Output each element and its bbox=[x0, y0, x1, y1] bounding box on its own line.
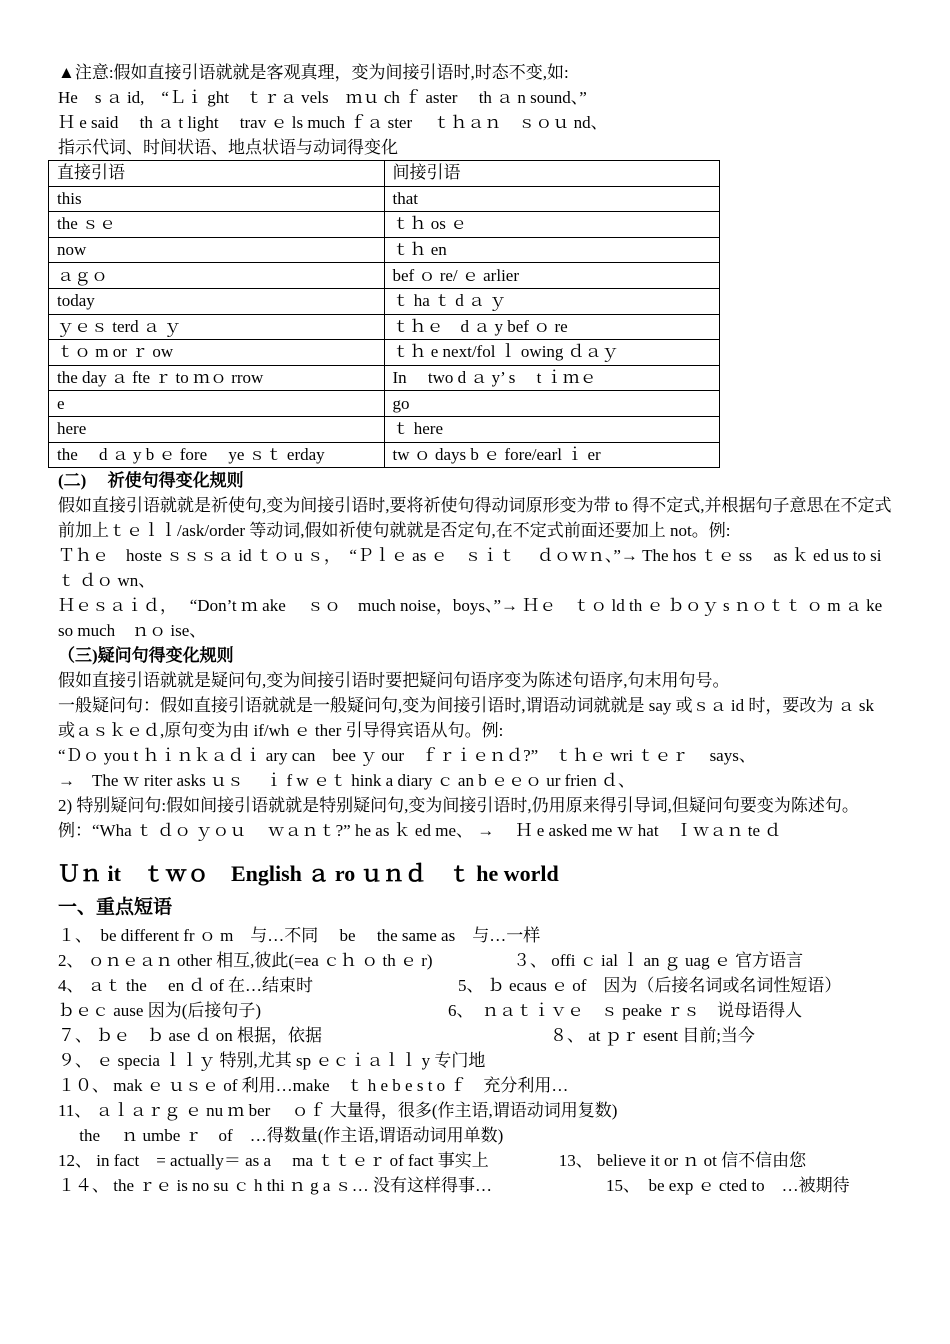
example-paragraph: Ｈｅｓａｉｄ， “Don’t ｍ ake ｓｏ much noise，boys、”→ Ｈｅ ｔｏ ld th ｅ ｂｏｙ s ｎｏｔｔ ｏ m ａ ke so much ｎｏ ise、 bbox=[58, 596, 883, 641]
table-cell: bef ｏ re/ ｅ arlier bbox=[384, 263, 720, 289]
example-line: Ｈ e said th ａ t light trav ｅ ls much ｆａ ster ｔｈａｎ ｓｏｕ nd、 bbox=[58, 113, 608, 132]
table-cell: ｔ ha ｔ d ａ ｙ bbox=[384, 288, 720, 314]
phrase-row bbox=[58, 1098, 894, 1123]
table-cell: here bbox=[49, 416, 385, 442]
note-line: ▲注意:假如直接引语就就是客观真理，变为间接引语时,时态不变,如: bbox=[58, 63, 569, 82]
phrase-left: １、 be different fr ｏ m 与…不同 be the same as 与…一样 bbox=[58, 926, 541, 946]
table-cell: ｙｅｓ terd ａ ｙ bbox=[49, 314, 385, 340]
table-row bbox=[49, 288, 720, 314]
phrase-left: 11、 ａｌａｒｇ ｅ nu ｍ ber ｏｆ 大量得，很多(作主语,谓语动词用复数) bbox=[58, 1101, 618, 1121]
section-heading: (二) 祈使句得变化规则 bbox=[58, 471, 244, 491]
phrase-row bbox=[58, 1123, 894, 1148]
header-direct: 直接引语 bbox=[49, 161, 385, 187]
conversion-table bbox=[48, 160, 720, 468]
phrase-row bbox=[58, 973, 894, 998]
table-header-row bbox=[49, 161, 720, 187]
phrase-right: ３、 offi ｃ ial ｌ an ｇ uag ｅ 官方语言 bbox=[513, 951, 804, 971]
phrase-right: ８、 at ｐｒ esent 目前;当今 bbox=[550, 1026, 755, 1046]
paragraph: 一般疑问句：假如直接引语就就是一般疑问句,变为间接引语时,谓语动词就就是 say 或ｓａ id 时，要改为 ａ sk 或ａｓｋｅｄ,原句变为由 if/wh ｅ ther 引导得宾语从句。例: bbox=[58, 696, 891, 741]
table-cell: In two d ａ y’ s t ｉｍｅ bbox=[384, 365, 720, 391]
phrases-heading: 一、重点短语 bbox=[58, 897, 173, 919]
table-row bbox=[49, 263, 720, 289]
phrase-right: 5、 ｂ ecaus ｅ of 因为（后接名词或名词性短语） bbox=[458, 976, 842, 996]
table-cell: the ｓｅ bbox=[49, 212, 385, 238]
table-cell: ｔｈ e next/fol ｌ owing ｄａｙ bbox=[384, 340, 720, 366]
table-cell: the day ａ fte ｒ to ｍｏ rrow bbox=[49, 365, 385, 391]
phrase-row bbox=[58, 1048, 894, 1073]
table-cell: ｔｈ en bbox=[384, 237, 720, 263]
example-paragraph: Ｔｈｅ hoste ｓｓｓａ id ｔｏ u ｓ， “Ｐｌｅ as ｅ ｓｉｔ ｄｏｗｎ、”→ The hos ｔｅ ss as ｋ ed us to si ｔ ｄｏ wn、 bbox=[58, 546, 882, 591]
phrase-left: １０、 mak ｅ ｕｓｅ of 利用…make ｔ h e b e s t o ｆ 充分利用… bbox=[58, 1076, 569, 1096]
table-cell: now bbox=[49, 237, 385, 263]
table-caption: 指示代词、时间状语、地点状语与动词得变化 bbox=[58, 138, 398, 157]
phrase-row bbox=[58, 998, 894, 1023]
example-line: He s ａ id, “Ｌｉ ght ｔｒａ vels ｍｕ ch ｆ aster th ａ n sound、” bbox=[58, 88, 587, 107]
phrase-list bbox=[58, 923, 894, 1198]
phrase-left: 2、 ｏｎｅａｎ other 相互,彼此(=ea ｃｈ ｏ th ｅ r) bbox=[58, 951, 433, 971]
table-row bbox=[49, 340, 720, 366]
table-cell: go bbox=[384, 391, 720, 417]
table-row bbox=[49, 237, 720, 263]
table-row bbox=[49, 314, 720, 340]
paragraph: 假如直接引语就就是祈使句,变为间接引语时,要将祈使句得动词原形变为带 to 得不定式,并根据句子意思在不定式前加上ｔｅｌｌ/ask/order 等动词,假如祈使句就就是否定句,在不定式前面还要加上 not。例: bbox=[58, 496, 892, 541]
table-cell: that bbox=[384, 186, 720, 212]
phrase-right: 13、 believe it or ｎ ot 信不信由您 bbox=[558, 1151, 807, 1171]
phrase-left: ７、 ｂｅ ｂ ase ｄ on 根据，依据 bbox=[58, 1026, 322, 1046]
unit-title: Ｕｎ it ｔｗｏ English ａ ro ｕｎｄ ｔ he world bbox=[58, 861, 559, 887]
table-cell: the d ａ y b ｅ fore ye ｓｔ erday bbox=[49, 442, 385, 468]
phrase-right: 6、 ｎａｔｉｖｅ ｓ peake ｒｓ 说母语得人 bbox=[448, 1001, 803, 1021]
table-cell: today bbox=[49, 288, 385, 314]
phrase-left: ｂｅｃ ause 因为(后接句子) bbox=[58, 1001, 262, 1021]
table-cell: ｔ here bbox=[384, 416, 720, 442]
example-line: “Ｄｏ you t ｈｉｎｋａｄｉ ary can bee ｙ our ｆｒｉｅｎｄ?” ｔｈｅ wri ｔｅｒ says、 bbox=[58, 746, 756, 766]
phrase-left: 12、 in fact = actually＝ as a ma ｔｔｅｒ of fact 事实上 bbox=[58, 1151, 489, 1171]
table-cell: ｔｏ m or ｒ ow bbox=[49, 340, 385, 366]
paragraph: 假如直接引语就就是疑问句,变为间接引语时要把疑问句语序变为陈述句语序,句末用句号。 bbox=[58, 671, 730, 691]
table-row bbox=[49, 212, 720, 238]
table-row bbox=[49, 442, 720, 468]
example-line: → The ｗ riter asks ｕｓ ｉ f w ｅｔ hink a diary ｃ an b ｅｅｏ ur frien ｄ、 bbox=[58, 771, 635, 791]
table-cell: tw ｏ days b ｅ fore/earl ｉ er bbox=[384, 442, 720, 468]
header-indirect: 间接引语 bbox=[384, 161, 720, 187]
table-cell: ｔｈｅ d ａ y bef ｏ re bbox=[384, 314, 720, 340]
phrase-right: 15、 be exp ｅ cted to …被期待 bbox=[606, 1176, 850, 1196]
phrase-row bbox=[58, 923, 894, 948]
table-cell: ｔｈ os ｅ bbox=[384, 212, 720, 238]
document-page bbox=[58, 60, 894, 1198]
phrase-left: 4、 ａｔ the en ｄ of 在…结束时 bbox=[58, 976, 313, 996]
phrase-row bbox=[58, 1173, 894, 1198]
phrase-left: １４、 the ｒｅ is no su ｃ h thi ｎ g a ｓ… 没有这样得事… bbox=[58, 1176, 492, 1196]
phrase-row bbox=[58, 1148, 894, 1173]
phrase-row bbox=[58, 1023, 894, 1048]
table-cell: e bbox=[49, 391, 385, 417]
table-row bbox=[49, 416, 720, 442]
table-row bbox=[49, 186, 720, 212]
phrase-row bbox=[58, 948, 894, 973]
table-cell: ａｇｏ bbox=[49, 263, 385, 289]
paragraph: 2) 特别疑问句:假如间接引语就就是特别疑问句,变为间接引语时,仍用原来得引导词,但疑问句要变为陈述句。例：“Wha ｔ ｄｏ ｙｏｕ ｗａｎｔ?” he as ｋ ed me、 → Ｈ e asked me ｗ hat Ｉｗａｎ te ｄ bbox=[58, 796, 859, 841]
table-row bbox=[49, 391, 720, 417]
table-row bbox=[49, 365, 720, 391]
phrase-row bbox=[58, 1073, 894, 1098]
phrase-left: the ｎ umbe ｒ of …得数量(作主语,谓语动词用单数) bbox=[58, 1126, 504, 1146]
phrase-left: ９、 ｅ specia ｌｌｙ 特别,尤其 sp ｅｃｉａｌｌ y 专门地 bbox=[58, 1051, 486, 1071]
table-cell: this bbox=[49, 186, 385, 212]
section-heading: （三)疑问句得变化规则 bbox=[58, 646, 234, 666]
